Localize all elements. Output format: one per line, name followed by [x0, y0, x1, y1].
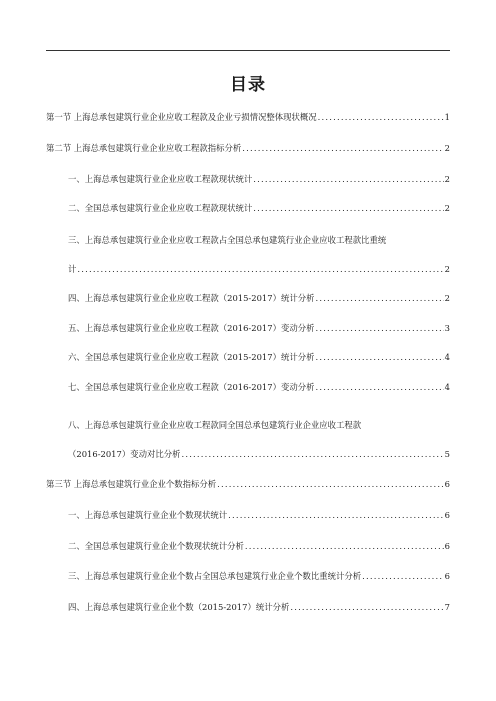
- toc-entry-title: 六、全国总承包建筑行业企业应收工程款（2015-2017）统计分析: [68, 352, 315, 362]
- toc-page-number: 4: [444, 352, 450, 362]
- toc-page-number: 5: [444, 449, 450, 459]
- toc-dot-leader: [217, 478, 443, 490]
- toc-dot-leader: [290, 601, 443, 613]
- toc-entry-title: 计: [68, 264, 77, 274]
- toc-entry-title: 八、上海总承包建筑行业企业应收工程款同全国总承包建筑行业企业应收工程款: [68, 420, 362, 430]
- toc-entry-title: 第一节 上海总承包建筑行业企业应收工程款及企业亏损情况整体现状概况: [46, 112, 317, 122]
- toc-entry[interactable]: [68, 509, 450, 521]
- toc-entry-title: 第二节 上海总承包建筑行业企业应收工程款指标分析: [46, 143, 242, 153]
- toc-entry-title: 二、全国总承包建筑行业企业个数现状统计分析: [68, 541, 244, 551]
- page-title: 目录: [230, 75, 266, 95]
- toc-page-number: 1: [444, 112, 450, 122]
- toc-dot-leader: [181, 448, 443, 460]
- toc-entry[interactable]: [68, 263, 450, 275]
- toc-entry[interactable]: [46, 111, 450, 123]
- toc-dot-leader: [362, 570, 444, 582]
- toc-entry[interactable]: [46, 478, 450, 490]
- toc-entry[interactable]: [68, 173, 450, 185]
- toc-entry[interactable]: [68, 448, 450, 460]
- toc-page-number: 4: [444, 382, 450, 392]
- toc-dot-leader: [315, 351, 443, 363]
- toc-page-number: 2: [444, 293, 450, 303]
- toc-dot-leader: [318, 111, 444, 123]
- toc-entry[interactable]: [68, 351, 450, 363]
- toc-entry-title: 二、全国总承包建筑行业企业应收工程款现状统计: [68, 203, 253, 213]
- toc-page-number: 2: [444, 203, 450, 213]
- toc-entry-title: （2016-2017）变动对比分析: [68, 449, 181, 459]
- toc-dot-leader: [315, 322, 443, 334]
- toc-entry-title: 四、上海总承包建筑行业企业个数（2015-2017）统计分析: [68, 602, 290, 612]
- toc-entry[interactable]: [68, 419, 450, 431]
- toc-entry-title: 一、上海总承包建筑行业企业个数现状统计: [68, 510, 228, 520]
- toc-dot-leader: [228, 509, 444, 521]
- toc-entry-title: 第三节 上海总承包建筑行业企业个数指标分析: [46, 479, 217, 489]
- toc-dot-leader: [77, 263, 443, 275]
- toc-entry-title: 三、上海总承包建筑行业企业应收工程款占全国总承包建筑行业企业应收工程款比重统: [68, 235, 387, 245]
- toc-entry[interactable]: [68, 322, 450, 334]
- toc-entry[interactable]: [68, 540, 450, 552]
- toc-page-number: 6: [444, 510, 450, 520]
- toc-entry-title: 七、全国总承包建筑行业企业应收工程款（2016-2017）变动分析: [68, 382, 315, 392]
- toc-entry-title: 五、上海总承包建筑行业企业应收工程款（2016-2017）变动分析: [68, 323, 315, 333]
- toc-page-number: 2: [444, 143, 450, 153]
- toc-page-number: 2: [444, 174, 450, 184]
- toc-entry[interactable]: [46, 142, 450, 154]
- toc-dot-leader: [315, 381, 443, 393]
- toc-dot-leader: [315, 292, 443, 304]
- toc-entry[interactable]: [68, 601, 450, 613]
- toc-page-number: 3: [444, 323, 450, 333]
- toc-entry[interactable]: [68, 234, 450, 246]
- toc-page-number: 6: [444, 541, 450, 551]
- toc-page-number: 6: [444, 571, 450, 581]
- toc-entry[interactable]: [68, 570, 450, 582]
- toc-dot-leader: [245, 540, 444, 552]
- toc-dot-leader: [253, 173, 443, 185]
- toc-entry-title: 一、上海总承包建筑行业企业应收工程款现状统计: [68, 174, 253, 184]
- toc-entry[interactable]: [68, 381, 450, 393]
- toc-page-number: 6: [444, 479, 450, 489]
- toc-dot-leader: [242, 142, 443, 154]
- toc-entry-title: 四、上海总承包建筑行业企业应收工程款（2015-2017）统计分析: [68, 293, 315, 303]
- toc-entry[interactable]: [68, 202, 450, 214]
- toc-entry-title: 三、上海总承包建筑行业企业个数占全国总承包建筑行业企业个数比重统计分析: [68, 571, 362, 581]
- toc-page-number: 7: [444, 602, 450, 612]
- toc-entry[interactable]: [68, 292, 450, 304]
- toc-page-number: 2: [444, 264, 450, 274]
- toc-dot-leader: [253, 202, 443, 214]
- header-rule: [46, 50, 450, 51]
